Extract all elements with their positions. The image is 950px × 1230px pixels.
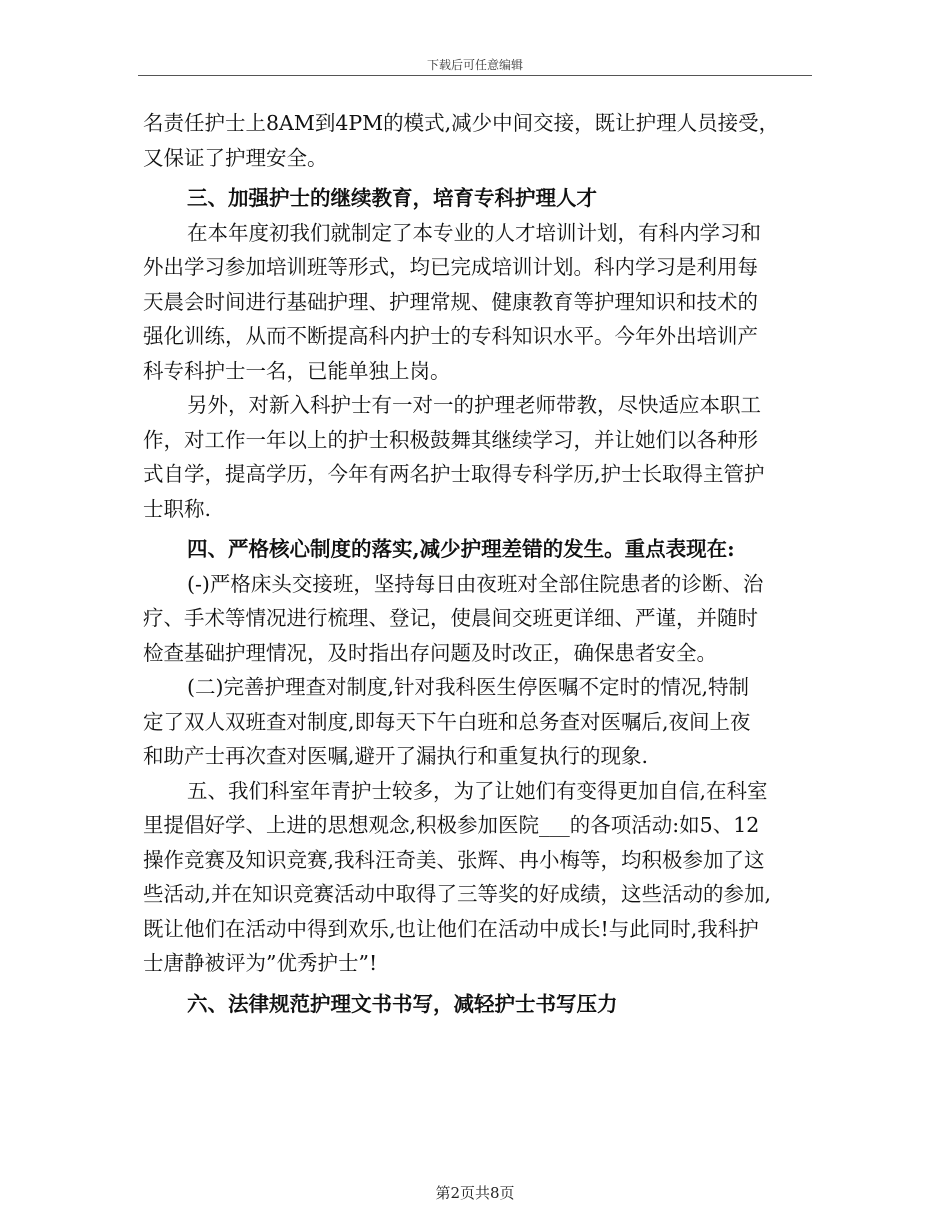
body-line: 科专科护士一名，已能单独上岗。 — [143, 358, 451, 383]
body-line: 操作竞赛及知识竞赛,我科汪奇美、张辉、冉小梅等，均积极参加了这 — [143, 847, 765, 872]
section-heading-3: 三、加强护士的继续教育，培育专科护理人才 — [187, 186, 597, 210]
body-line: 天晨会时间进行基础护理、护理常规、健康教育等护理知识和技术的 — [143, 289, 758, 314]
body-line: 另外，对新入科护士有一对一的护理老师带教，尽快适应本职工 — [187, 393, 761, 417]
body-line: (二)完善护理查对制度,针对我科医生停医嘱不定时的情况,特制 — [187, 675, 750, 699]
page-header: 下载后可任意编辑 — [426, 58, 523, 72]
body-line: 和助产士再次查对医嘱,避开了漏执行和重复执行的现象. — [143, 744, 649, 768]
body-line: 外出学习参加培训班等形式，均已完成培训计划。科内学习是利用每 — [143, 255, 758, 279]
body-line: 些活动,并在知识竞赛活动中取得了三等奖的好成绩，这些活动的参加, — [143, 882, 772, 906]
body-line: (-)严格床头交接班，坚持每日由夜班对全部住院患者的诊断、治 — [187, 571, 764, 596]
body-line: 检查基础护理情况，及时指出存问题及时改正，确保患者安全。 — [143, 640, 717, 665]
body-line: 又保证了护理安全。 — [143, 145, 328, 170]
body-line: 五、我们科室年青护士较多，为了让她们有变得更加自信,在科室 — [187, 778, 768, 803]
body-line: 名责任护士上8AM到4PM的模式,减少中间交接，既让护理人员接受， — [143, 111, 780, 135]
body-line: 式自学，提高学历，今年有两名护士取得专科学历,护士长取得主管护 — [143, 462, 765, 486]
body-line: 既让他们在活动中得到欢乐,也让他们在活动中成长!与此同时,我科护 — [143, 916, 759, 941]
section-heading-4: 四、严格核心制度的落实,减少护理差错的发生。重点表现在: — [187, 537, 735, 561]
body-line: 强化训练，从而不断提高科内护士的专科知识水平。今年外出培训产 — [143, 324, 758, 348]
document-body — [143, 106, 809, 1021]
section-heading-6: 六、法律规范护理文书书写，减轻护士书写压力 — [187, 991, 618, 1016]
body-line: 里提倡好学、上进的思想观念,积极参加医院___的各项活动:如5、12 — [143, 813, 760, 837]
body-line: 在本年度初我们就制定了本专业的人才培训计划，有科内学习和 — [187, 220, 761, 245]
body-line: 士职称. — [143, 496, 212, 521]
body-line: 疗、手术等情况进行梳理、登记，使晨间交班更详细、严谨，并随时 — [143, 606, 758, 630]
body-line: 作，对工作一年以上的护士积极鼓舞其继续学习，并让她们以各种形 — [143, 427, 758, 452]
header-divider — [138, 75, 812, 76]
body-line: 定了双人双班查对制度,即每天下午白班和总务查对医嘱后,夜间上夜 — [143, 709, 751, 734]
page-footer: 第2页共8页 — [435, 1184, 515, 1202]
body-line: 士唐静被评为”优秀护士”! — [143, 951, 378, 975]
